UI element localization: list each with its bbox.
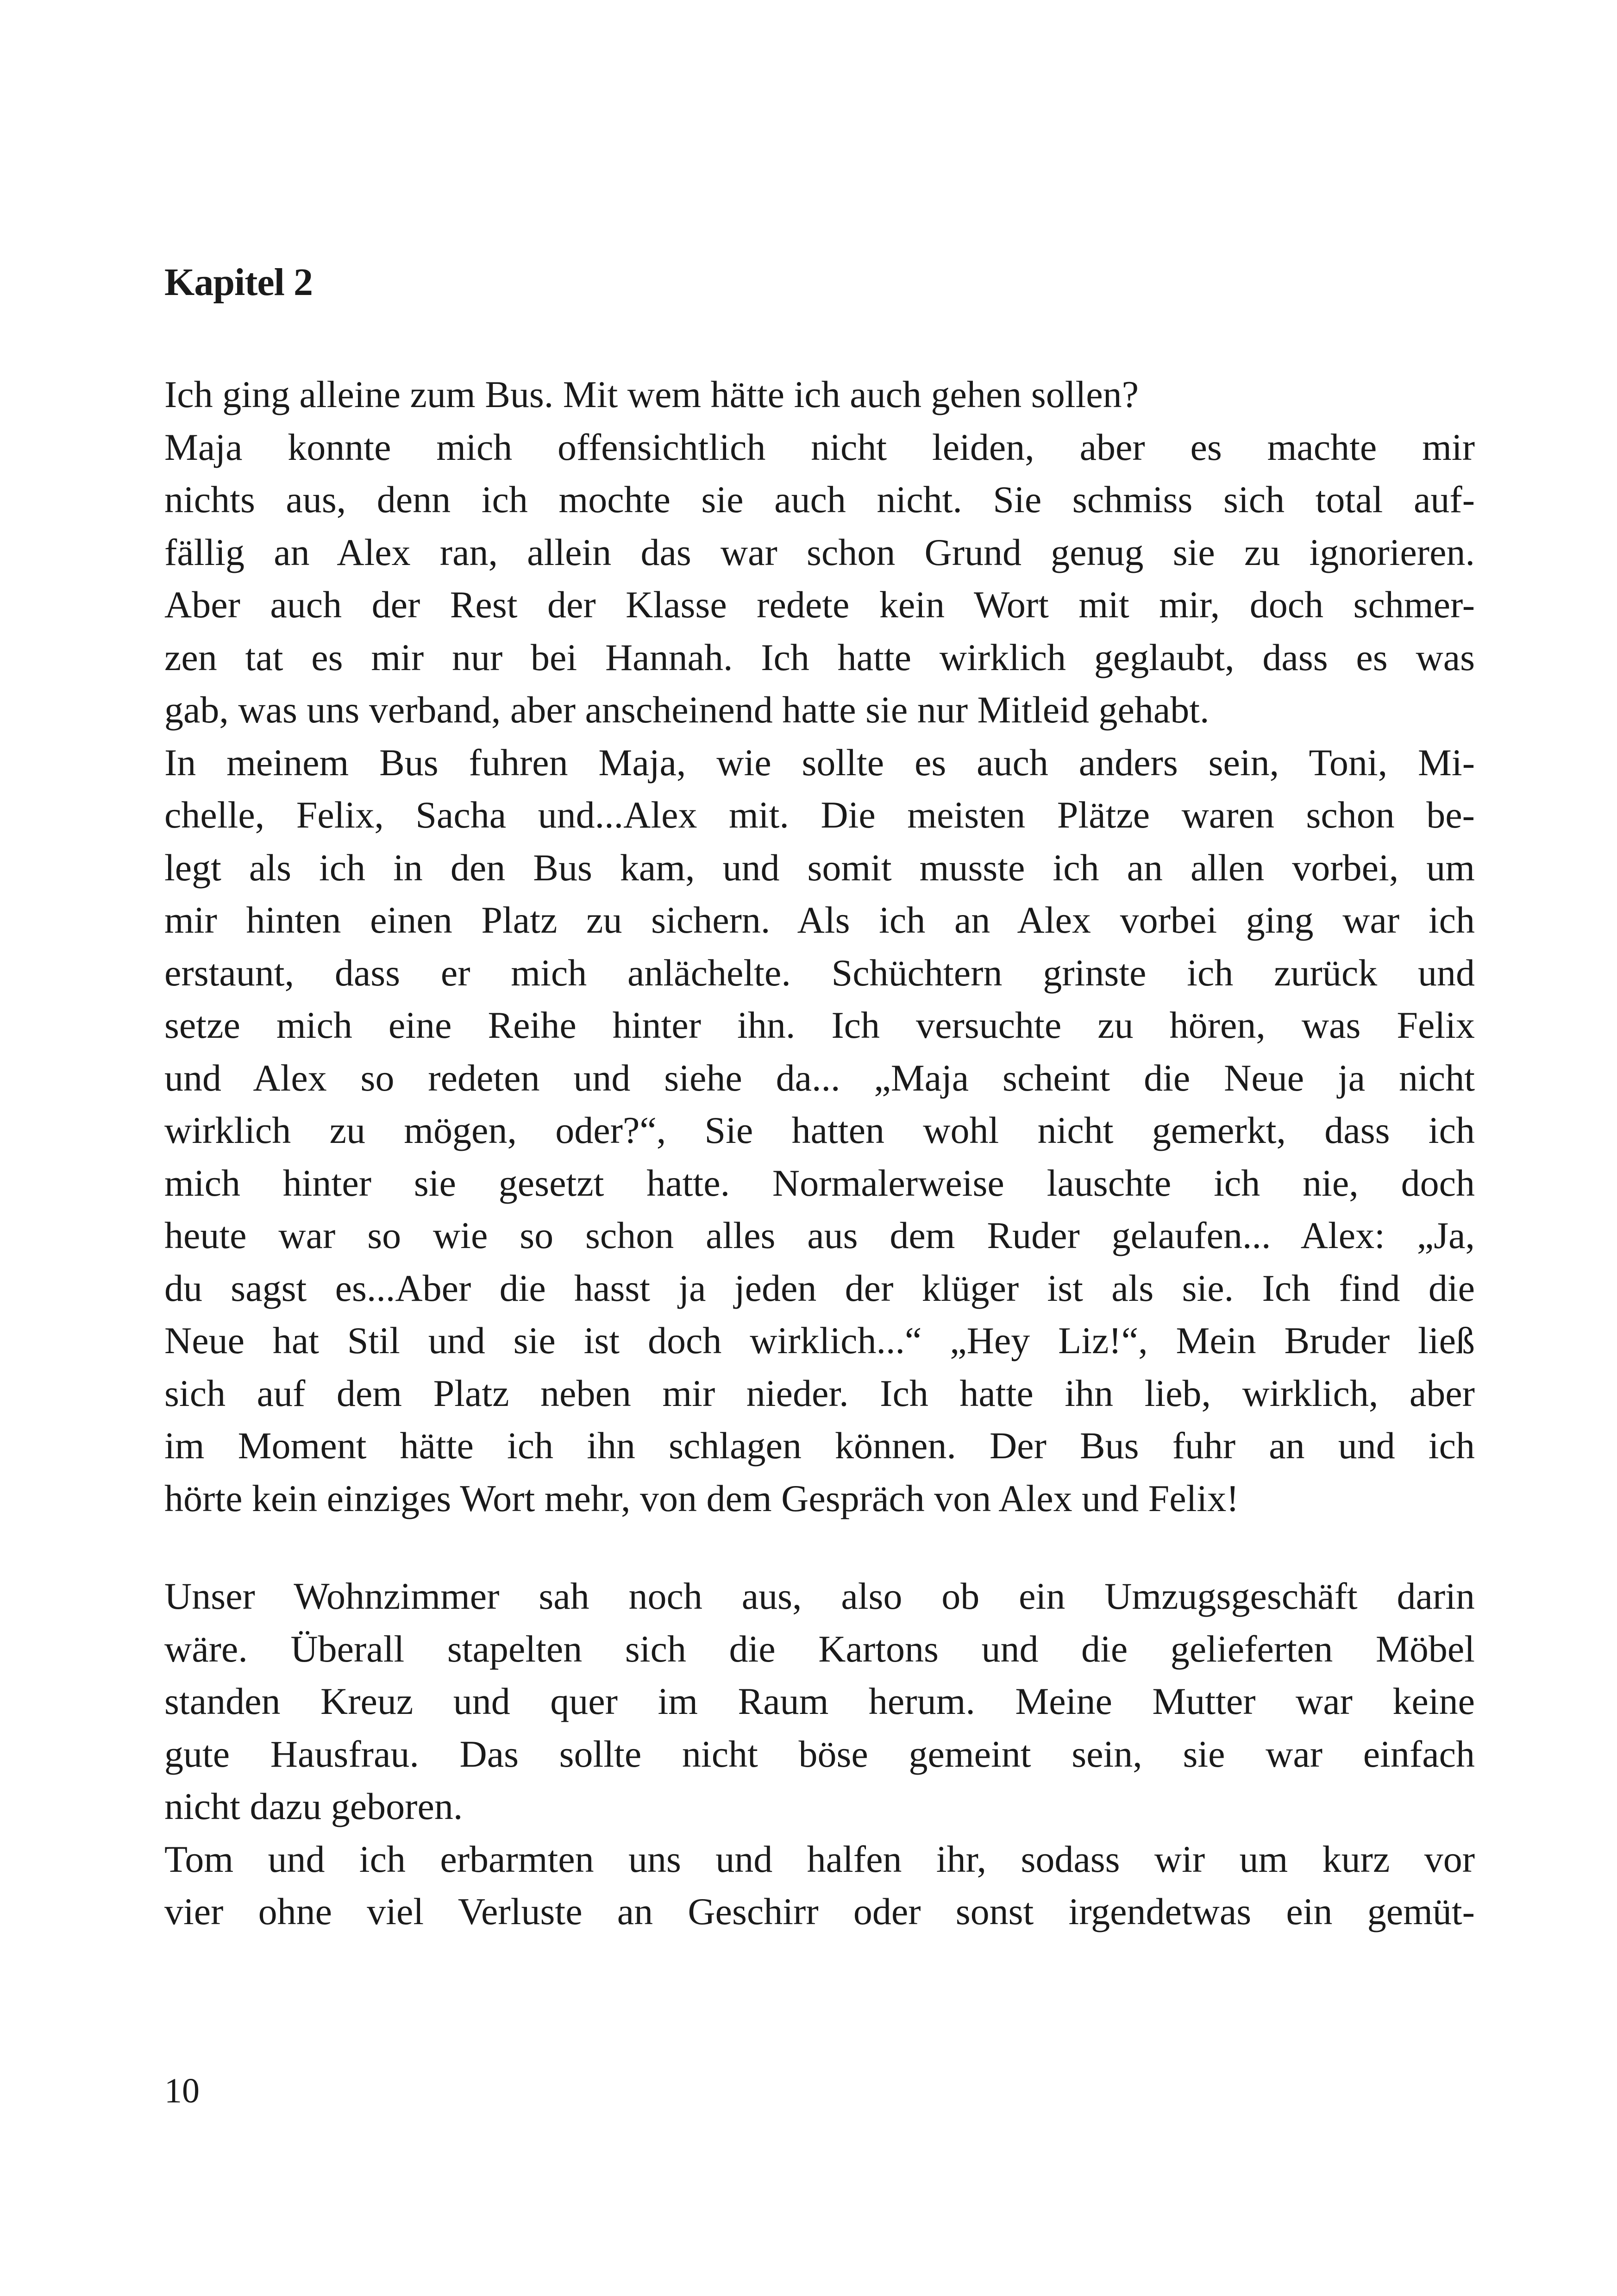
text-line: chelle, Felix, Sacha und...Alex mit. Die meisten Plätze waren schon be-: [164, 794, 1475, 836]
text-line: im Moment hätte ich ihn schlagen können. Der Bus fuhr an und ich: [164, 1424, 1475, 1467]
text-line: erstaunt, dass er mich anlächelte. Schüchtern grinste ich zurück und: [164, 951, 1475, 994]
text-line: hörte kein einziges Wort mehr, von dem Gespräch von Alex und Felix!: [164, 1477, 1239, 1519]
chapter-title: Kapitel 2: [164, 261, 313, 304]
text-line: Maja konnte mich offensichtlich nicht leiden, aber es machte mir: [164, 426, 1475, 468]
paragraph-block-1: [164, 368, 1475, 1524]
text-line: sich auf dem Platz neben mir nieder. Ich hatte ihn lieb, wirklich, aber: [164, 1372, 1475, 1414]
page-number: 10: [164, 2071, 200, 2110]
text-line: gute Hausfrau. Das sollte nicht böse gemeint sein, sie war einfach: [164, 1732, 1475, 1775]
text-line: du sagst es...Aber die hasst ja jeden der klüger ist als sie. Ich find die: [164, 1267, 1475, 1309]
text-line: vier ohne viel Verluste an Geschirr oder sonst irgendetwas ein gemüt-: [164, 1890, 1475, 1932]
text-line: setze mich eine Reihe hinter ihn. Ich versuchte zu hören, was Felix: [164, 1004, 1475, 1046]
text-line: zen tat es mir nur bei Hannah. Ich hatte wirklich geglaubt, dass es was: [164, 636, 1475, 678]
text-line: legt als ich in den Bus kam, und somit musste ich an allen vorbei, um: [164, 846, 1475, 889]
text-line: In meinem Bus fuhren Maja, wie sollte es auch anders sein, Toni, Mi-: [164, 741, 1475, 784]
text-line: heute war so wie so schon alles aus dem Ruder gelaufen... Alex: „Ja,: [164, 1214, 1475, 1256]
text-line: nicht dazu geboren.: [164, 1785, 463, 1827]
text-line: fällig an Alex ran, allein das war schon Grund genug sie zu ignorieren.: [164, 531, 1475, 573]
text-line: nichts aus, denn ich mochte sie auch nicht. Sie schmiss sich total auf-: [164, 478, 1475, 521]
text-line: und Alex so redeten und siehe da... „Maja scheint die Neue ja nicht: [164, 1056, 1475, 1099]
text-line: standen Kreuz und quer im Raum herum. Meine Mutter war keine: [164, 1680, 1475, 1722]
text-line: Unser Wohnzimmer sah noch aus, also ob ein Umzugsgeschäft darin: [164, 1575, 1475, 1617]
text-line: Tom und ich erbarmten uns und halfen ihr, sodass wir um kurz vor: [164, 1838, 1475, 1880]
paragraph-block-2: [164, 1570, 1475, 1938]
text-line: wäre. Überall stapelten sich die Kartons und die gelieferten Möbel: [164, 1627, 1475, 1670]
text-line: Aber auch der Rest der Klasse redete kein Wort mit mir, doch schmer-: [164, 583, 1475, 626]
text-line: Neue hat Stil und sie ist doch wirklich...“ „Hey Liz!“, Mein Bruder ließ: [164, 1319, 1475, 1361]
text-line: mir hinten einen Platz zu sichern. Als ich an Alex vorbei ging war ich: [164, 899, 1475, 941]
text-line: gab, was uns verband, aber anscheinend hatte sie nur Mitleid gehabt.: [164, 689, 1210, 731]
text-line: wirklich zu mögen, oder?“, Sie hatten wohl nicht gemerkt, dass ich: [164, 1109, 1475, 1151]
text-line: Ich ging alleine zum Bus. Mit wem hätte ich auch gehen sollen?: [164, 373, 1139, 415]
text-line: mich hinter sie gesetzt hatte. Normalerweise lauschte ich nie, doch: [164, 1161, 1475, 1204]
